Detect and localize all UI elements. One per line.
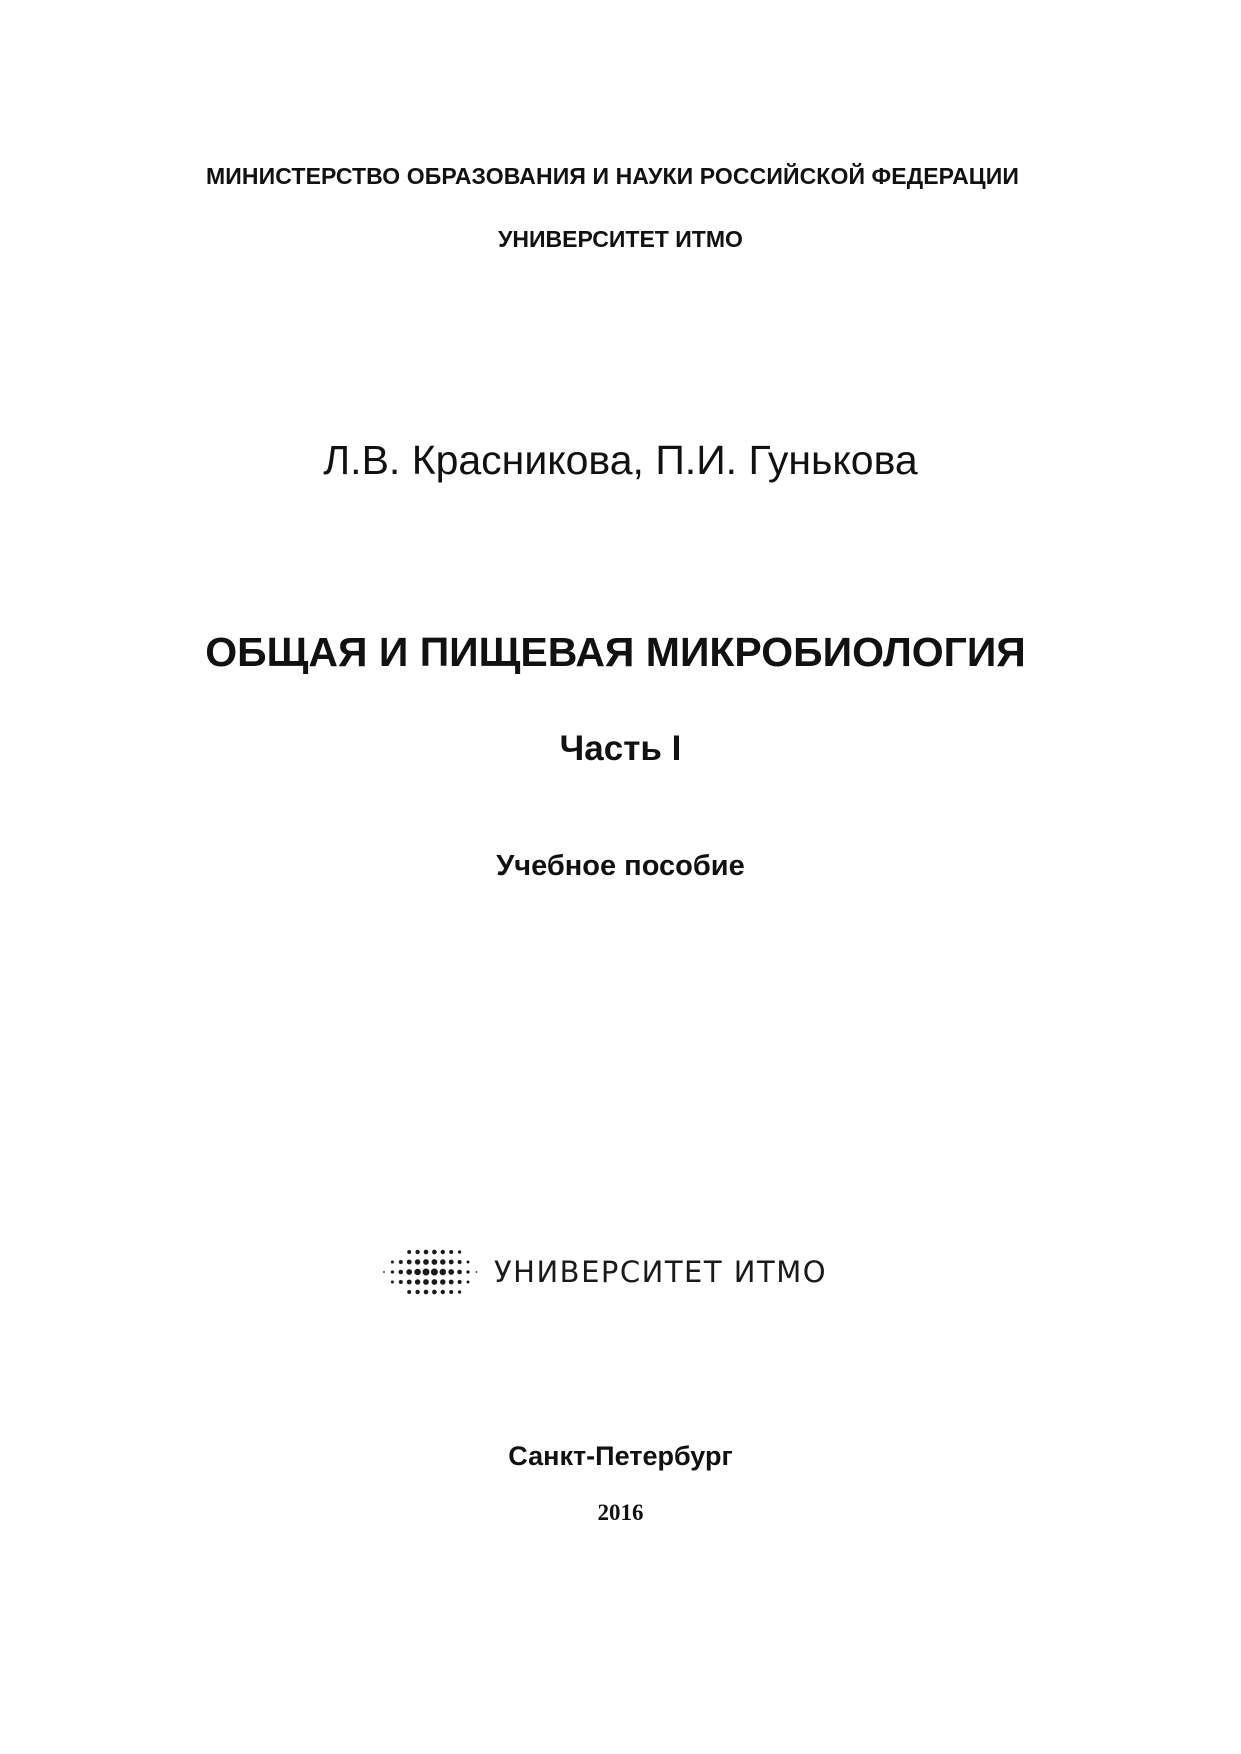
- logo-dot: [458, 1280, 462, 1284]
- logo-dot: [449, 1250, 453, 1254]
- logo-dot: [449, 1290, 453, 1294]
- logo-dot: [399, 1280, 403, 1284]
- logo-dot: [458, 1290, 461, 1293]
- logo-dot: [398, 1270, 403, 1275]
- ministry-heading: МИНИСТЕРСТВО ОБРАЗОВАНИЯ И НАУКИ РОССИЙСКОЙ ФЕДЕРАЦИИ: [206, 163, 1019, 189]
- publication-type: Учебное пособие: [496, 850, 745, 882]
- logo-dot: [449, 1260, 454, 1265]
- logo-dot: [458, 1250, 461, 1253]
- logo-dot: [415, 1279, 420, 1284]
- university-logo: [379, 1246, 827, 1298]
- university-heading: УНИВЕРСИТЕТ ИТМО: [498, 226, 743, 252]
- logo-dot: [441, 1250, 445, 1254]
- logo-dot: [407, 1250, 411, 1254]
- logo-dot: [415, 1250, 419, 1254]
- logo-dot: [415, 1290, 419, 1294]
- logo-dot: [449, 1280, 454, 1285]
- logo-dot: [423, 1279, 429, 1285]
- logo-dot: [432, 1279, 438, 1285]
- logo-dot: [466, 1270, 469, 1273]
- itmo-dots-logo-icon: [379, 1246, 484, 1298]
- logo-dot: [440, 1279, 445, 1284]
- imprint-year: 2016: [597, 1500, 644, 1525]
- logo-dot: [432, 1290, 437, 1295]
- logo-dot: [457, 1270, 462, 1275]
- logo-dot: [441, 1290, 445, 1294]
- logo-dot: [424, 1250, 429, 1255]
- logo-dot: [391, 1261, 394, 1264]
- logo-dot: [467, 1261, 470, 1264]
- logo-dot: [406, 1269, 412, 1275]
- logo-dot: [424, 1290, 429, 1295]
- book-title: ОБЩАЯ И ПИЩЕВАЯ МИКРОБИОЛОГИЯ: [205, 629, 1026, 675]
- logo-dot: [431, 1269, 438, 1276]
- logo-dot: [407, 1290, 411, 1294]
- logo-dot: [440, 1269, 447, 1276]
- authors: Л.В. Красникова, П.И. Гунькова: [323, 437, 918, 483]
- logo-dot: [399, 1260, 403, 1264]
- logo-dot: [415, 1259, 420, 1264]
- logo-dot: [391, 1281, 394, 1284]
- logo-dot: [448, 1269, 454, 1275]
- logo-dot: [407, 1280, 412, 1285]
- logo-dot: [440, 1259, 445, 1264]
- book-part: Часть I: [559, 729, 682, 768]
- logo-text: УНИВЕРСИТЕТ ИТМО: [494, 1255, 828, 1289]
- logo-dot: [432, 1250, 437, 1255]
- logo-dot: [458, 1260, 462, 1264]
- logo-dot: [423, 1269, 430, 1276]
- logo-dot: [467, 1281, 470, 1284]
- logo-dot: [407, 1260, 412, 1265]
- logo-dot: [414, 1269, 421, 1276]
- logo-dot: [423, 1259, 429, 1265]
- logo-dot: [383, 1271, 385, 1273]
- imprint-city: Санкт-Петербург: [508, 1441, 733, 1471]
- logo-dot: [432, 1259, 438, 1265]
- logo-dot: [391, 1270, 394, 1273]
- logo-dot: [476, 1271, 478, 1273]
